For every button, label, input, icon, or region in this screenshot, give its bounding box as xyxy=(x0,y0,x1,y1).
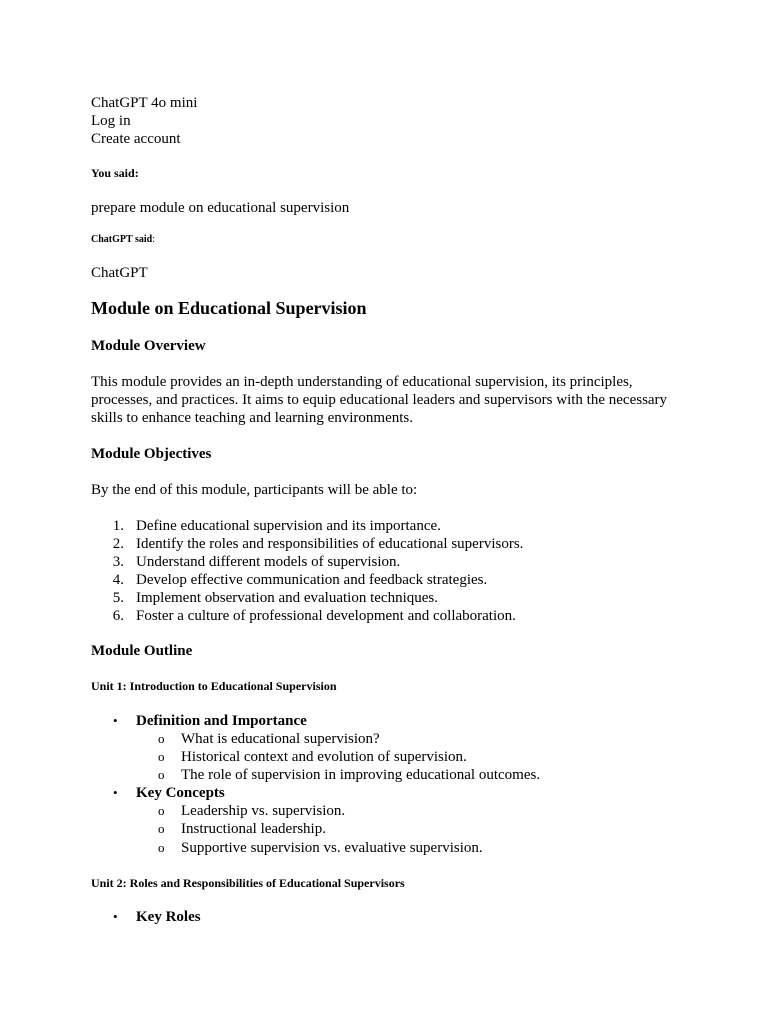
bullet-icon: • xyxy=(113,713,118,728)
objective-item: Foster a culture of professional development and collaboration. xyxy=(136,608,516,624)
chatgpt-said-colon: : xyxy=(152,234,156,245)
unit2-heading: Unit 2: Roles and Responsibilities of Educational Supervisors xyxy=(91,876,405,890)
objective-item: Develop effective communication and feedback strategies. xyxy=(136,572,488,588)
objectives-heading: Module Objectives xyxy=(91,446,212,462)
bullet-icon: • xyxy=(113,785,118,800)
topic-subitem: Historical context and evolution of supervision. xyxy=(181,749,467,765)
assistant-name: ChatGPT xyxy=(91,265,148,281)
sub-bullet-icon: o xyxy=(158,767,165,782)
chatgpt-said-name: ChatGPT said xyxy=(91,234,153,245)
bullet-icon: • xyxy=(113,909,118,924)
unit1-heading: Unit 1: Introduction to Educational Supervision xyxy=(91,679,337,693)
you-said-label: You said: xyxy=(91,166,139,180)
topic-title: Key Roles xyxy=(136,909,201,925)
topic-title: Key Concepts xyxy=(136,785,225,801)
login-link[interactable]: Log in xyxy=(91,113,131,129)
objective-number: 4. xyxy=(112,572,124,588)
objectives-intro: By the end of this module, participants will be able to: xyxy=(91,482,418,498)
user-message: prepare module on educational supervision xyxy=(91,200,350,216)
sub-bullet-icon: o xyxy=(158,749,165,764)
objective-item: Understand different models of supervision. xyxy=(136,554,401,570)
model-label: ChatGPT 4o mini xyxy=(91,95,198,111)
objective-number: 1. xyxy=(112,518,124,534)
topic-subitem: The role of supervision in improving educational outcomes. xyxy=(181,767,541,783)
topic-title: Definition and Importance xyxy=(136,713,307,729)
topic-subitem: Leadership vs. supervision. xyxy=(181,803,346,819)
objective-item: Identify the roles and responsibilities of educational supervisors. xyxy=(136,536,524,552)
topic-subitem: Instructional leadership. xyxy=(181,821,326,837)
objective-item: Define educational supervision and its importance. xyxy=(136,518,441,534)
sub-bullet-icon: o xyxy=(158,821,165,836)
topic-subitem: Supportive supervision vs. evaluative supervision. xyxy=(181,840,483,856)
outline-heading: Module Outline xyxy=(91,643,193,659)
objective-item: Implement observation and evaluation techniques. xyxy=(136,590,438,606)
topic-subitem: What is educational supervision? xyxy=(181,731,380,747)
objective-number: 2. xyxy=(112,536,124,552)
objective-number: 3. xyxy=(112,554,124,570)
objective-number: 5. xyxy=(112,590,124,606)
sub-bullet-icon: o xyxy=(158,731,165,746)
sub-bullet-icon: o xyxy=(158,803,165,818)
overview-heading: Module Overview xyxy=(91,338,206,354)
create-account-link[interactable]: Create account xyxy=(91,131,181,147)
objective-number: 6. xyxy=(112,608,124,624)
overview-text: This module provides an in-depth understanding of educational supervision, its principles, processes, and practices. It aims to equip educational leaders and supervisors with the necessary skills to enhance teaching and learning environments. xyxy=(91,374,668,426)
chatgpt-said-label xyxy=(91,231,155,249)
module-title: Module on Educational Supervision xyxy=(91,298,367,318)
sub-bullet-icon: o xyxy=(158,840,165,855)
